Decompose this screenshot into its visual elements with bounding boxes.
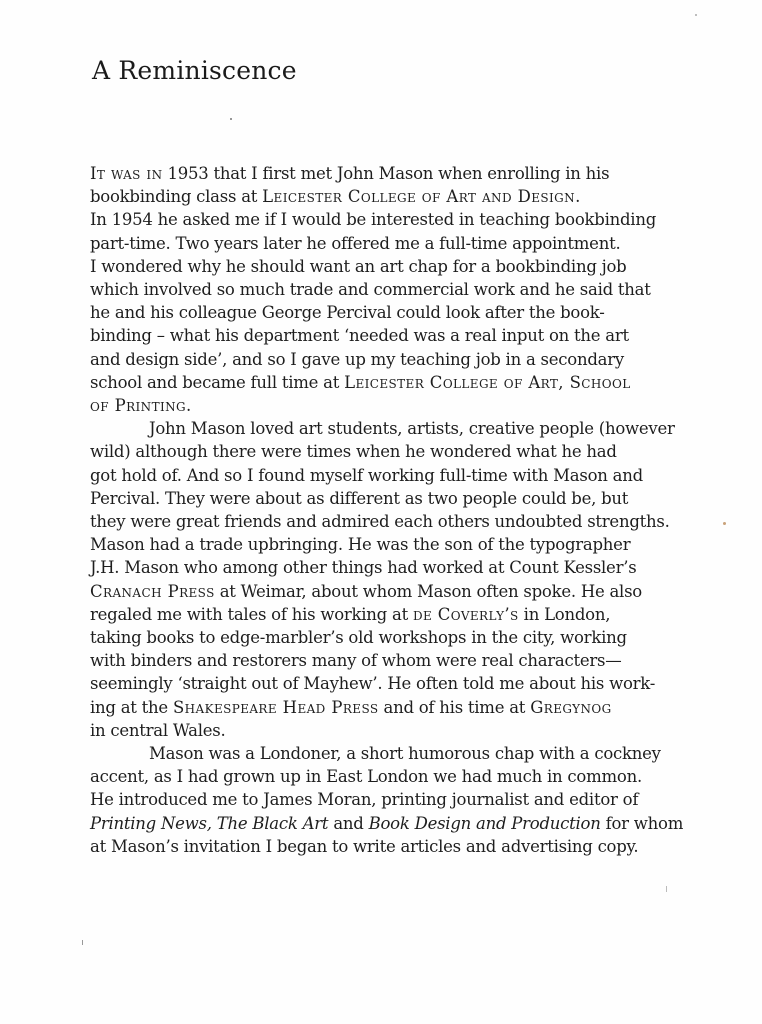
text-line bbox=[90, 812, 690, 835]
scan-speck bbox=[82, 940, 83, 945]
text-run: binding – what his department ‘needed was a real input on the art bbox=[90, 326, 629, 346]
body-text bbox=[90, 162, 690, 858]
text-run: and design side’, and so I gave up my teaching job in a secondary bbox=[90, 349, 624, 369]
text-line bbox=[90, 301, 690, 324]
small-caps-run: Cranach Press bbox=[90, 581, 215, 601]
text-run: I wondered why he should want an art chap for a bookbinding job bbox=[90, 256, 627, 276]
text-run: John Mason loved art students, artists, creative people (however bbox=[149, 419, 675, 439]
text-line bbox=[90, 719, 690, 742]
paragraph bbox=[90, 417, 690, 742]
text-line bbox=[90, 742, 690, 765]
text-line bbox=[90, 162, 690, 185]
text-line bbox=[90, 324, 690, 347]
text-run: he and his colleague George Percival could look after the book- bbox=[90, 303, 605, 323]
text-line bbox=[90, 185, 690, 208]
text-line bbox=[90, 278, 690, 301]
text-run: Percival. They were about as different as two people could be, but bbox=[90, 488, 629, 508]
text-line bbox=[90, 487, 690, 510]
small-caps-run: Shakespeare Head Press bbox=[172, 697, 379, 717]
paragraph bbox=[90, 162, 690, 417]
text-line bbox=[90, 696, 690, 719]
text-run: J.H. Mason who among other things had worked at Count Kessler’s bbox=[90, 558, 637, 578]
text-line bbox=[90, 626, 690, 649]
text-line bbox=[90, 788, 690, 811]
text-run: at Weimar, about whom Mason often spoke. He also bbox=[214, 581, 642, 601]
text-run: . bbox=[575, 187, 581, 207]
text-run: regaled me with tales of his working at bbox=[90, 604, 413, 624]
text-run: 1953 that I first met John Mason when enrolling in his bbox=[162, 164, 610, 183]
text-line bbox=[90, 533, 690, 556]
small-caps-run: Leicester College of Art and Design bbox=[262, 187, 576, 207]
text-line bbox=[90, 348, 690, 371]
italic-title-run: Book Design and Production bbox=[368, 813, 601, 833]
scan-speck bbox=[723, 522, 726, 525]
small-caps-run: It was in bbox=[90, 164, 163, 183]
text-run: bookbinding class at bbox=[90, 187, 263, 207]
scan-speck bbox=[666, 886, 667, 892]
scan-speck bbox=[695, 14, 697, 16]
page-title: A Reminiscence bbox=[92, 56, 297, 85]
text-run: accent, as I had grown up in East London we had much in common. bbox=[90, 767, 642, 787]
text-line bbox=[90, 440, 690, 463]
text-line bbox=[90, 232, 690, 255]
text-line bbox=[90, 464, 690, 487]
text-line bbox=[90, 255, 690, 278]
text-line bbox=[90, 417, 690, 440]
text-run: seemingly ‘straight out of Mayhew’. He often told me about his work- bbox=[90, 674, 656, 694]
text-run: for whom bbox=[600, 813, 684, 833]
text-run: in central Wales. bbox=[90, 720, 226, 740]
text-run: school and became full time at bbox=[90, 372, 345, 392]
small-caps-run: Leicester College of Art, School bbox=[344, 372, 631, 392]
text-run: at Mason’s invitation I began to write articles and advertising copy. bbox=[90, 836, 639, 856]
text-run: which involved so much trade and commercial work and he said that bbox=[90, 280, 651, 300]
text-line bbox=[90, 603, 690, 626]
text-line bbox=[90, 208, 690, 231]
text-line bbox=[90, 510, 690, 533]
paragraph bbox=[90, 742, 690, 858]
text-line bbox=[90, 580, 690, 603]
text-run: Mason was a Londoner, a short humorous chap with a cockney bbox=[149, 744, 661, 764]
text-line bbox=[90, 371, 690, 394]
text-run: with binders and restorers many of whom were real characters— bbox=[90, 651, 622, 671]
text-line bbox=[90, 649, 690, 672]
text-line bbox=[90, 394, 690, 417]
text-run: taking books to edge-marbler’s old workshops in the city, working bbox=[90, 628, 627, 648]
text-run: in London, bbox=[518, 604, 611, 624]
text-line bbox=[90, 556, 690, 579]
text-run: got hold of. And so I found myself working full-time with Mason and bbox=[90, 465, 643, 485]
text-line bbox=[90, 835, 690, 858]
text-run: part-time. Two years later he offered me a full-time appointment. bbox=[90, 233, 621, 253]
text-run: Mason had a trade upbringing. He was the son of the typographer bbox=[90, 535, 631, 555]
text-run: and bbox=[328, 813, 369, 833]
text-run: In 1954 he asked me if I would be interested in teaching bookbinding bbox=[90, 210, 657, 230]
small-caps-run: of Printing bbox=[90, 396, 187, 416]
text-run: ing at the bbox=[90, 697, 173, 717]
small-caps-run: Gregynog bbox=[530, 697, 612, 717]
text-run: . bbox=[186, 396, 192, 416]
text-run: wild) although there were times when he wondered what he had bbox=[90, 442, 617, 462]
text-run: and of his time at bbox=[378, 697, 531, 717]
text-run: they were great friends and admired each others undoubted strengths. bbox=[90, 512, 670, 532]
text-line bbox=[90, 765, 690, 788]
italic-title-run: Printing News, The Black Art bbox=[90, 813, 329, 833]
text-line bbox=[90, 672, 690, 695]
scan-speck bbox=[230, 118, 232, 120]
small-caps-run: de Coverly’s bbox=[412, 604, 519, 624]
text-run: He introduced me to James Moran, printing journalist and editor of bbox=[90, 790, 639, 810]
